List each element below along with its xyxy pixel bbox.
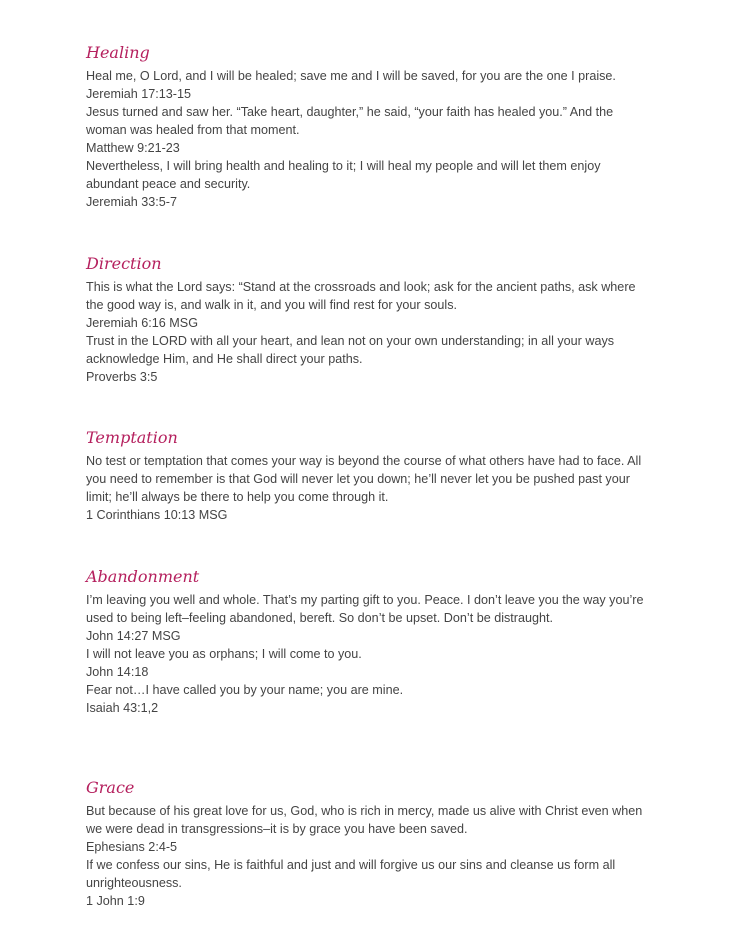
verse-text: Heal me, O Lord, and I will be healed; save me and I will be saved, for you are the one I praise. xyxy=(86,69,616,83)
verse-text: unrighteousness. xyxy=(86,876,182,890)
verse-text: Nevertheless, I will bring health and healing to it; I will heal my people and will let them enjoy xyxy=(86,159,601,173)
verse-reference: John 14:27 MSG xyxy=(86,629,181,643)
section-temptation xyxy=(86,428,656,524)
verse-text: If we confess our sins, He is faithful and just and will forgive us our sins and cleanse us form all xyxy=(86,858,616,872)
verse-reference: Jeremiah 33:5-7 xyxy=(86,195,178,209)
verse-text: the good way is, and walk in it, and you will find rest for your souls. xyxy=(86,298,457,312)
verse-text: used to being left–feeling abandoned, bereft. So don’t be upset. Don’t be distraught. xyxy=(86,611,554,625)
section-abandonment xyxy=(86,567,656,717)
verse-reference: Matthew 9:21-23 xyxy=(86,141,180,155)
section-heading: Direction xyxy=(86,254,162,273)
verse-reference: John 14:18 xyxy=(86,665,149,679)
verse-reference: Jeremiah 17:13-15 xyxy=(86,87,192,101)
verse-reference: Isaiah 43:1,2 xyxy=(86,701,159,715)
verse-text: acknowledge Him, and He shall direct your paths. xyxy=(86,352,363,366)
section-heading: Healing xyxy=(86,43,150,62)
verse-text: Trust in the LORD with all your heart, and lean not on your own understanding; in all your ways xyxy=(86,334,615,348)
section-heading: Grace xyxy=(86,778,135,797)
verse-reference: Ephesians 2:4-5 xyxy=(86,840,178,854)
verse-reference: 1 Corinthians 10:13 MSG xyxy=(86,508,228,522)
section-direction xyxy=(86,254,656,386)
verse-text: we were dead in transgressions–it is by grace you have been saved. xyxy=(86,822,468,836)
section-grace xyxy=(86,778,656,910)
verse-text: No test or temptation that comes your way is beyond the course of what others have had to face. All xyxy=(86,454,642,468)
section-heading: Abandonment xyxy=(86,567,200,586)
verse-text: This is what the Lord says: “Stand at the crossroads and look; ask for the ancient paths, ask where xyxy=(86,280,636,294)
section-healing xyxy=(86,43,656,211)
verse-text: Jesus turned and saw her. “Take heart, daughter,” he said, “your faith has healed you.” And the xyxy=(86,105,614,119)
verse-text: abundant peace and security. xyxy=(86,177,251,191)
verse-reference: 1 John 1:9 xyxy=(86,894,145,908)
verse-text: I will not leave you as orphans; I will come to you. xyxy=(86,647,362,661)
verse-text: limit; he’ll always be there to help you come through it. xyxy=(86,490,389,504)
section-heading: Temptation xyxy=(86,428,178,447)
verse-text: woman was healed from that moment. xyxy=(86,123,300,137)
verse-reference: Jeremiah 6:16 MSG xyxy=(86,316,198,330)
verse-text: But because of his great love for us, God, who is rich in mercy, made us alive with Christ even when xyxy=(86,804,643,818)
verse-text: Fear not…I have called you by your name; you are mine. xyxy=(86,683,404,697)
verse-reference: Proverbs 3:5 xyxy=(86,370,158,384)
verse-text: I’m leaving you well and whole. That’s my parting gift to you. Peace. I don’t leave you the way you’re xyxy=(86,593,644,607)
verse-text: you need to remember is that God will never let you down; he’ll never let you be pushed past your xyxy=(86,472,630,486)
